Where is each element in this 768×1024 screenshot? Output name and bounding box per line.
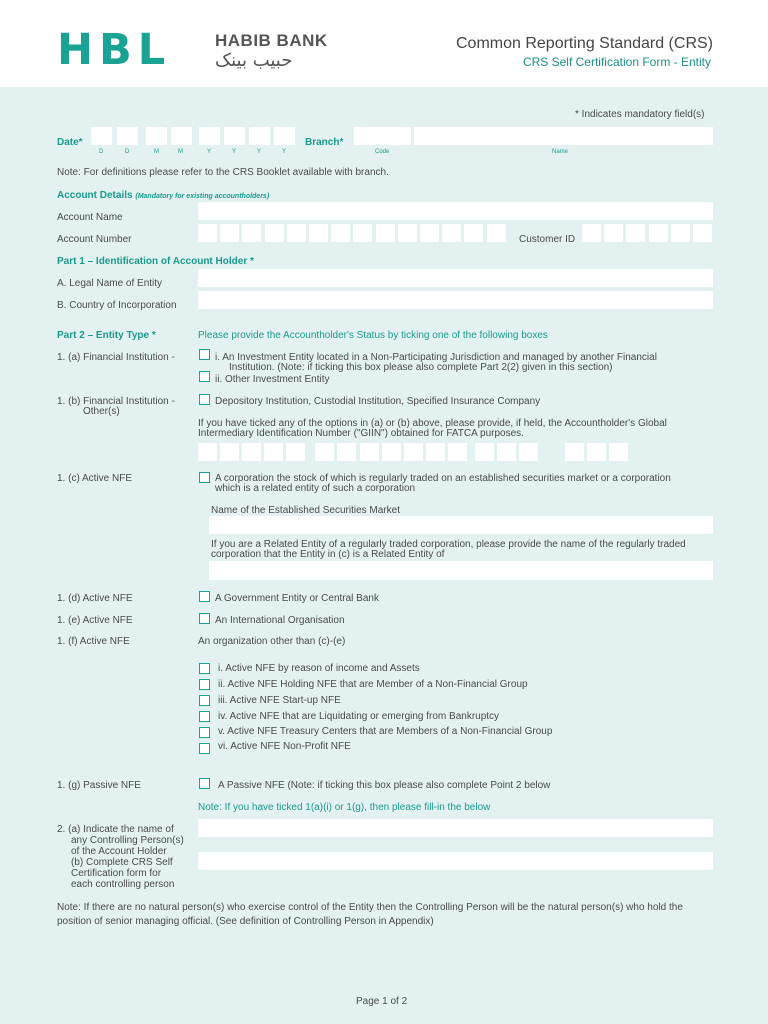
branch-name-input[interactable] [414, 127, 713, 145]
d-text: A Government Entity or Central Bank [215, 593, 379, 604]
account-number-box-4[interactable] [265, 224, 284, 242]
controlling-person-input-1[interactable] [198, 819, 713, 837]
f-ii-text: ii. Active NFE Holding NFE that are Member of a Non-Financial Group [218, 679, 528, 690]
account-details-heading [57, 190, 269, 202]
date-year-2[interactable] [224, 127, 245, 145]
giin-box-17[interactable] [587, 443, 606, 461]
account-number-box-7[interactable] [331, 224, 350, 242]
giin-box-12[interactable] [448, 443, 467, 461]
customer-id-box-6[interactable] [693, 224, 712, 242]
date-month-1[interactable] [146, 127, 167, 145]
account-number-box-8[interactable] [353, 224, 372, 242]
mandatory-note: * Indicates mandatory field(s) [575, 109, 705, 120]
d-label: 1. (d) Active NFE [57, 593, 133, 604]
fi-b-text: Depository Institution, Custodial Institution, Specified Insurance Company [215, 396, 541, 407]
account-number-box-12[interactable] [442, 224, 461, 242]
f-v-text: v. Active NFE Treasury Centers that are Members of a Non-Financial Group [218, 726, 553, 737]
account-number-label: Account Number [57, 234, 132, 245]
account-number-box-14[interactable] [487, 224, 506, 242]
g-label: 1. (g) Passive NFE [57, 780, 141, 791]
document-subtitle: CRS Self Certification Form - Entity [522, 55, 711, 69]
account-number-box-13[interactable] [464, 224, 483, 242]
f-text: An organization other than (c)-(e) [198, 636, 346, 647]
fi-a-ii-text: ii. Other Investment Entity [215, 374, 330, 385]
f-ii-checkbox[interactable] [199, 679, 210, 690]
account-number-box-3[interactable] [242, 224, 261, 242]
giin-box-7[interactable] [337, 443, 356, 461]
f-i-checkbox[interactable] [199, 663, 210, 674]
giin-box-2[interactable] [220, 443, 239, 461]
date-month-2[interactable] [171, 127, 192, 145]
account-number-box-9[interactable] [376, 224, 395, 242]
bank-name: HABIB BANK [215, 31, 328, 50]
date-hint: M [178, 149, 183, 155]
controlling-person-input-2[interactable] [198, 852, 713, 870]
f-v-checkbox[interactable] [199, 727, 210, 738]
fi-b-checkbox[interactable] [199, 394, 210, 405]
related-entity-input[interactable] [209, 561, 713, 580]
customer-id-box-1[interactable] [582, 224, 601, 242]
customer-id-box-5[interactable] [671, 224, 690, 242]
date-hint: D [99, 149, 104, 155]
g-text: A Passive NFE (Note: if ticking this box please also complete Point 2 below [218, 780, 551, 791]
account-number-box-10[interactable] [398, 224, 417, 242]
market-label: Name of the Established Securities Market [211, 505, 400, 516]
customer-id-box-4[interactable] [649, 224, 668, 242]
giin-box-14[interactable] [497, 443, 516, 461]
account-number-box-5[interactable] [287, 224, 306, 242]
fi-a-i-checkbox[interactable] [199, 349, 210, 360]
fi-a-i-text-2: Institution. (Note: if ticking this box please also complete Part 2(2) given in this section) [229, 362, 613, 373]
legal-name-input[interactable] [198, 269, 713, 287]
date-hint: Y [257, 149, 262, 155]
controlling-text-2: any Controlling Person(s) [71, 835, 184, 846]
giin-box-9[interactable] [382, 443, 401, 461]
date-hint: Y [282, 149, 287, 155]
f-iii-text: iii. Active NFE Start-up NFE [218, 695, 341, 706]
legal-name-label: A. Legal Name of Entity [57, 278, 163, 289]
giin-box-18[interactable] [609, 443, 628, 461]
date-hint: D [125, 149, 130, 155]
branch-code-hint: Code [375, 149, 390, 155]
giin-box-16[interactable] [565, 443, 584, 461]
f-iv-text: iv. Active NFE that are Liquidating or emerging from Bankruptcy [218, 711, 500, 722]
account-number-box-2[interactable] [220, 224, 239, 242]
f-iii-checkbox[interactable] [199, 695, 210, 706]
branch-name-hint: Name [552, 149, 569, 155]
giin-text-1: If you have ticked any of the options in (a) or (b) above, please provide, if held, the Accountholder's Global [198, 418, 667, 429]
giin-box-1[interactable] [198, 443, 217, 461]
part1-heading: Part 1 – Identification of Account Holder * [57, 256, 254, 267]
g-checkbox[interactable] [199, 778, 210, 789]
giin-text-2: Intermediary Identification Number ("GIIN") obtained for FATCA purposes. [198, 428, 524, 439]
c-checkbox[interactable] [199, 472, 210, 483]
fi-b-label-2: Other(s) [83, 406, 120, 417]
account-number-box-1[interactable] [198, 224, 217, 242]
controlling-text-6: each controlling person [71, 879, 175, 890]
branch-code-input[interactable] [354, 127, 411, 145]
customer-id-box-3[interactable] [626, 224, 645, 242]
f-label: 1. (f) Active NFE [57, 636, 130, 647]
account-number-box-6[interactable] [309, 224, 328, 242]
date-year-3[interactable] [249, 127, 270, 145]
document-title: Common Reporting Standard (CRS) [456, 35, 713, 52]
page-number: Page 1 of 2 [356, 996, 408, 1007]
date-hint: Y [207, 149, 212, 155]
part2-heading: Part 2 – Entity Type * [57, 330, 156, 341]
account-details-note: (Mandatory for existing accountholders) [135, 193, 270, 200]
customer-id-box-2[interactable] [604, 224, 623, 242]
date-label: Date* [57, 137, 83, 148]
definitions-note: Note: For definitions please refer to the CRS Booklet available with branch. [57, 167, 389, 178]
giin-box-4[interactable] [264, 443, 283, 461]
date-hint: Y [232, 149, 237, 155]
giin-box-13[interactable] [475, 443, 494, 461]
controlling-text-3: of the Account Holder [71, 846, 167, 857]
related-text-2: corporation that the Entity in (c) is a Related Entity of [211, 549, 445, 560]
account-name-input[interactable] [198, 202, 713, 220]
country-label: B. Country of Incorporation [57, 300, 177, 311]
giin-box-3[interactable] [242, 443, 261, 461]
giin-box-15[interactable] [519, 443, 538, 461]
account-number-box-11[interactable] [420, 224, 439, 242]
controlling-text-5: Certification form for [71, 868, 162, 879]
customer-id-label: Customer ID [519, 234, 576, 245]
c-text-1: A corporation the stock of which is regularly traded on an established securities market or a corporation [215, 473, 671, 484]
date-hint: M [154, 149, 159, 155]
giin-box-5[interactable] [286, 443, 305, 461]
hbl-logo: HBL [57, 25, 172, 75]
date-year-4[interactable] [274, 127, 295, 145]
date-day-2[interactable] [117, 127, 138, 145]
giin-box-8[interactable] [360, 443, 379, 461]
date-day-1[interactable] [91, 127, 112, 145]
account-name-label: Account Name [57, 212, 123, 223]
branch-label: Branch* [305, 137, 344, 148]
country-input[interactable] [198, 291, 713, 309]
fi-b-label-1: 1. (b) Financial Institution - [57, 396, 175, 407]
e-checkbox[interactable] [199, 613, 210, 624]
f-vi-text: vi. Active NFE Non-Profit NFE [218, 741, 351, 752]
giin-box-6[interactable] [315, 443, 334, 461]
e-label: 1. (e) Active NFE [57, 615, 133, 626]
giin-box-10[interactable] [404, 443, 423, 461]
bank-name-urdu: حبیب بینک [215, 50, 293, 71]
d-checkbox[interactable] [199, 591, 210, 602]
controlling-text-4: (b) Complete CRS Self [71, 857, 173, 868]
fill-note: Note: If you have ticked 1(a)(i) or 1(g), then please fill-in the below [198, 802, 491, 813]
fi-a-ii-checkbox[interactable] [199, 371, 210, 382]
fi-a-label: 1. (a) Financial Institution - [57, 352, 175, 363]
e-text: An International Organisation [215, 615, 345, 626]
c-label: 1. (c) Active NFE [57, 473, 133, 484]
market-input[interactable] [209, 516, 713, 534]
controlling-text-1: 2. (a) Indicate the name of [57, 824, 174, 835]
related-text-1: If you are a Related Entity of a regularly traded corporation, please provide the name of the regularly traded [211, 539, 686, 550]
f-vi-checkbox[interactable] [199, 743, 210, 754]
giin-box-11[interactable] [426, 443, 445, 461]
part2-instruction: Please provide the Accountholder's Status by ticking one of the following boxes [198, 330, 548, 341]
footer-note: Note: If there are no natural person(s) who exercise control of the Entity then the Controlling Person will be the natural person(s) who hold the position of senior managing official. (See definition of Controlling Person in Appendix) [57, 902, 683, 927]
date-year-1[interactable] [199, 127, 220, 145]
c-text-2: which is a related entity of such a corporation [215, 483, 416, 494]
f-i-text: i. Active NFE by reason of income and Assets [218, 663, 420, 674]
f-iv-checkbox[interactable] [199, 711, 210, 722]
fi-a-i-text-1: i. An Investment Entity located in a Non-Participating Jurisdiction and managed by another Financial [215, 352, 657, 363]
account-details-title: Account Details [57, 190, 133, 201]
